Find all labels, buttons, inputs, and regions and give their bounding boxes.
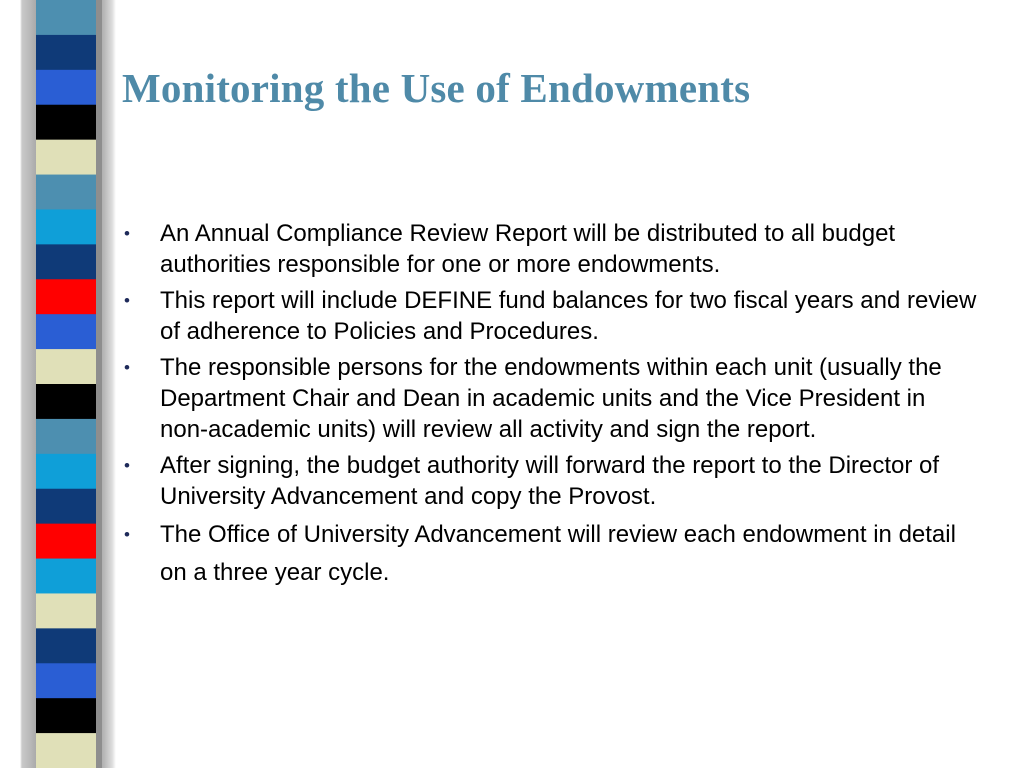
color-bar-segment <box>36 0 96 35</box>
bullet-item <box>118 285 978 347</box>
bullet-text: An Annual Compliance Review Report will be distributed to all budget authorities responsible for one or more endowments. <box>160 220 896 278</box>
color-bar-segment <box>36 140 96 175</box>
bullet-text: After signing, the budget authority will forward the report to the Director of University Advancement and copy the Provost. <box>160 452 940 510</box>
color-bar-segment <box>36 244 96 279</box>
color-bar-segment <box>36 209 96 244</box>
color-bar-segment <box>36 698 96 733</box>
color-bar-segment <box>36 733 96 768</box>
color-bar-segment <box>36 35 96 70</box>
color-bar-segment <box>36 314 96 349</box>
bullet-dot-icon: • <box>124 291 130 310</box>
bullet-text: The responsible persons for the endowments within each unit (usually the Department Chair and Dean in academic units and the Vice President in non-academic units) will review all activity and sign the report. <box>160 354 942 443</box>
color-bar-segment <box>36 384 96 419</box>
bullet-dot-icon: • <box>124 224 130 243</box>
bullet-item <box>118 352 978 445</box>
color-bar-segment <box>36 524 96 559</box>
slide-title: Monitoring the Use of Endowments <box>122 65 751 111</box>
color-bar-segment <box>36 419 96 454</box>
color-bar-segment <box>36 489 96 524</box>
color-bar-column <box>0 0 116 768</box>
color-bar-segment <box>36 628 96 663</box>
color-bar-segment <box>36 175 96 210</box>
bullet-dot-icon: • <box>124 456 130 475</box>
bullet-list <box>118 218 978 597</box>
bullet-dot-icon: • <box>124 525 130 544</box>
bullet-text: This report will include DEFINE fund balances for two fiscal years and review of adherence to Policies and Procedures. <box>160 287 977 345</box>
bullet-item <box>118 218 978 280</box>
color-bar-segment <box>36 454 96 489</box>
color-bar-segment <box>36 279 96 314</box>
color-bar-segment <box>36 349 96 384</box>
color-bar-segment <box>36 663 96 698</box>
bullet-item <box>118 450 978 512</box>
bullet-item <box>118 516 978 592</box>
bullet-text: The Office of University Advancement will review each endowment in detail on a three year cycle. <box>160 521 956 586</box>
bullet-dot-icon: • <box>124 358 130 377</box>
color-bar-segment <box>36 559 96 594</box>
color-bar-segment <box>36 70 96 105</box>
color-bar-segment <box>36 105 96 140</box>
color-bar-segment <box>36 593 96 628</box>
